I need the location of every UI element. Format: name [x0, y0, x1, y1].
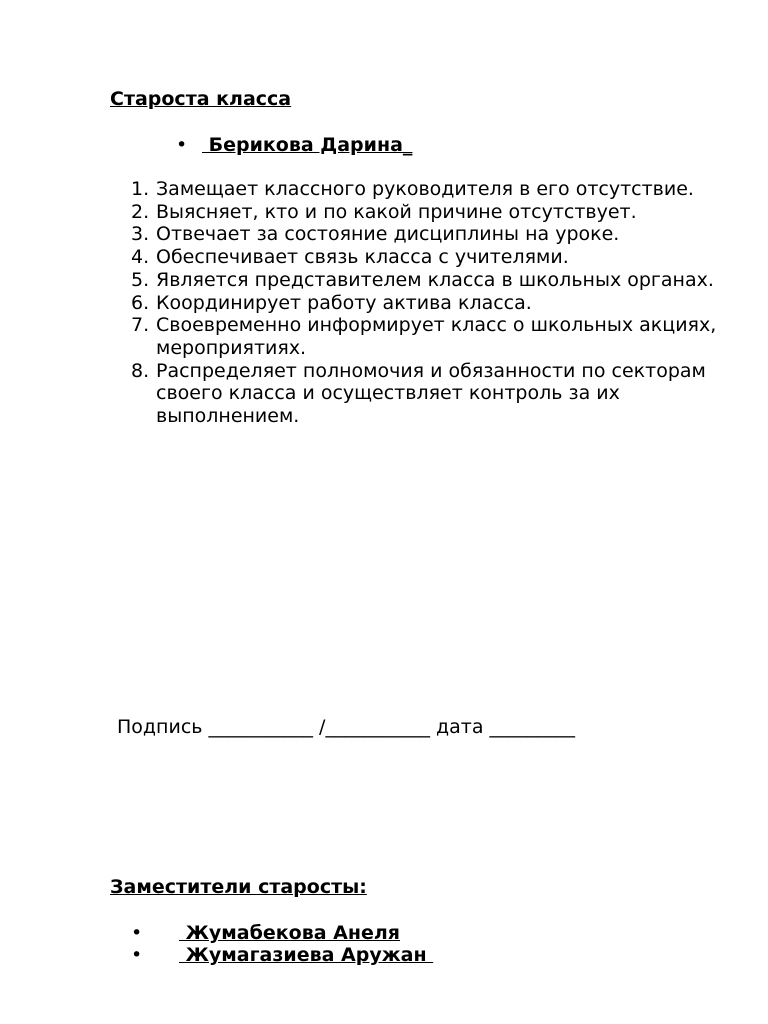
duty-text: Замещает классного руководителя в его отсутствие. [156, 178, 694, 200]
deputies-title: Заместители старосты: [110, 876, 367, 898]
duty-text: Является представителем класса в школьных органах. [156, 268, 714, 291]
duty-number: 6. [131, 291, 150, 314]
duty-number: 3. [131, 223, 150, 246]
duty-number: 2. [131, 200, 150, 223]
bullet-icon: • [176, 134, 188, 156]
duty-item [131, 223, 731, 246]
deputy-name: Жумабекова Анеля [179, 922, 401, 944]
duty-text: Выясняет, кто и по какой причине отсутствует. [156, 200, 637, 223]
bullet-icon: • [131, 922, 143, 944]
duty-text: Распределяет полномочия и обязанности по секторам своего класса и осуществляет контроль за их выполнением. [156, 359, 706, 428]
duty-item [131, 269, 731, 292]
deputy-name: Жумагазиева Аружан [179, 944, 434, 966]
duty-text: Отвечает за состояние дисциплины на уроке. [156, 223, 620, 246]
duty-item [131, 314, 731, 359]
duty-number: 4. [131, 246, 150, 269]
signature-line: Подпись ___________ /___________ дата _________ [117, 716, 576, 738]
duty-item [131, 360, 731, 428]
duty-item [131, 292, 731, 315]
duty-text: Своевременно информирует класс о школьных акциях, мероприятиях. [156, 314, 717, 359]
duty-number: 8. [131, 359, 150, 382]
duties-list [131, 178, 731, 428]
duty-item [131, 178, 731, 201]
duty-item [131, 201, 731, 224]
duty-number: 1. [131, 178, 150, 200]
class-head-name: Берикова Дарина_ [202, 134, 413, 156]
class-head-title: Староста класса [110, 88, 292, 110]
bullet-icon: • [131, 944, 143, 966]
duty-text: Координирует работу актива класса. [156, 291, 532, 314]
duty-number: 5. [131, 268, 150, 291]
duty-item [131, 246, 731, 269]
duty-text: Обеспечивает связь класса с учителями. [156, 246, 569, 269]
duty-number: 7. [131, 314, 150, 337]
